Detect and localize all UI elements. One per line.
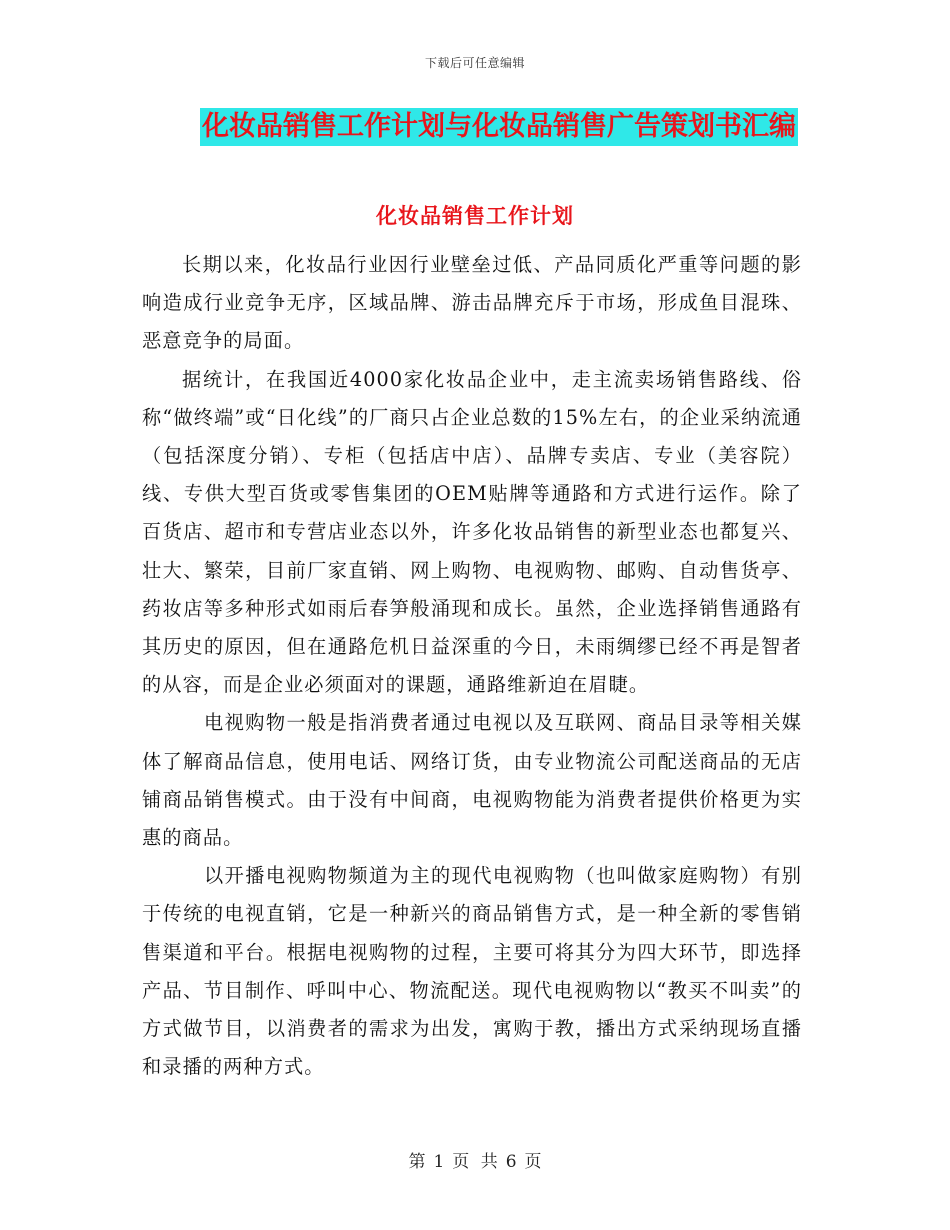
footer-middle: 页 共: [452, 1152, 498, 1172]
paragraph-3: 电视购物一般是指消费者通过电视以及互联网、商品目录等相关媒体了解商品信息，使用电话、网络订货，由专业物流公司配送商品的无店铺商品销售模式。由于没有中间商，电视购物能为消费者提供价格更为实惠的商品。: [142, 711, 802, 850]
footer-current-page: 1: [433, 1152, 445, 1172]
header-note: 下载后可任意编辑: [424, 56, 525, 70]
page-footer: [0, 1147, 950, 1172]
document-title-container: [0, 108, 950, 146]
footer-total-pages: 6: [505, 1152, 517, 1172]
document-title: 化妆品销售工作计划与化妆品销售广告策划书汇编: [200, 108, 798, 146]
paragraph-2: 据统计，在我国近4000家化妆品企业中，走主流卖场销售路线、俗称“做终端”或“日化线”的厂商只占企业总数的15%左右，的企业采纳流通（包括深度分销）、专柜（包括店中店）、品牌专卖店、专业（美容院）线、专供大型百货或零售集团的OEM贴牌等通路和方式进行运作。除了百货店、超市和专营店业态以外，许多化妆品销售的新型业态也都复兴、壮大、繁荣，目前厂家直销、网上购物、电视购物、邮购、自动售货亭、药妆店等多种形式如雨后春笋般涌现和成长。虽然，企业选择销售通路有其历史的原因，但在通路危机日益深重的今日，未雨绸缪已经不再是智者的从容，而是企业必须面对的课题，通路维新迫在眉睫。: [142, 367, 802, 697]
section-title: 化妆品销售工作计划: [376, 204, 574, 228]
footer-prefix: 第: [408, 1152, 426, 1172]
footer-suffix: 页: [524, 1152, 542, 1172]
body-text: [142, 246, 802, 1086]
paragraph-4: 以开播电视购物频道为主的现代电视购物（也叫做家庭购物）有别于传统的电视直销，它是一种新兴的商品销售方式，是一种全新的零售销售渠道和平台。根据电视购物的过程，主要可将其分为四大环节，即选择产品、节目制作、呼叫中心、物流配送。现代电视购物以“教买不叫卖”的方式做节目，以消费者的需求为出发，寓购于教，播出方式采纳现场直播和录播的两种方式。: [142, 864, 802, 1079]
paragraph-1: 长期以来，化妆品行业因行业壁垒过低、产品同质化严重等问题的影响造成行业竞争无序，区域品牌、游击品牌充斥于市场，形成鱼目混珠、恶意竞争的局面。: [142, 253, 802, 353]
